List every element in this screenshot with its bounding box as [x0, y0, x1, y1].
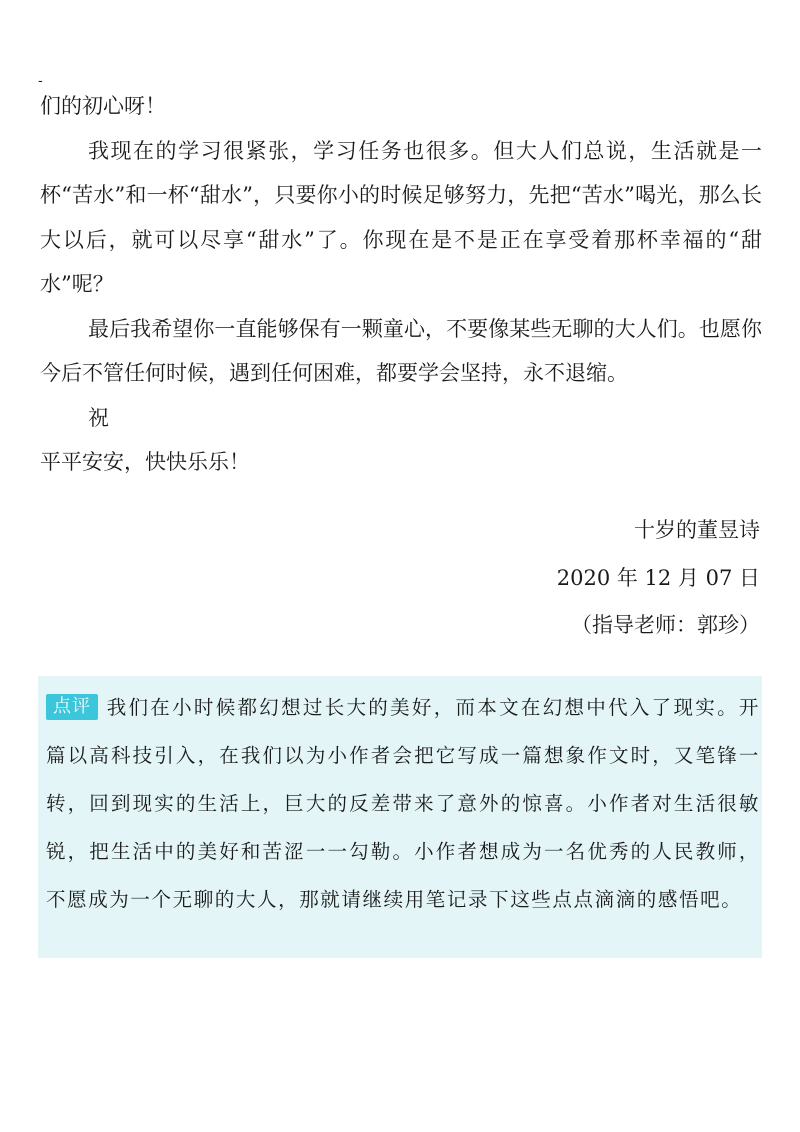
- letter-closing-blessing: 平平安安，快快乐乐！: [40, 450, 250, 474]
- comment-box: [38, 676, 762, 958]
- comment-paragraph: [46, 684, 760, 924]
- signature-date: 2020 年 12 月 07 日: [556, 566, 760, 590]
- signature-name: 十岁的董昱诗: [634, 518, 760, 542]
- letter-paragraph: 最后我希望你一直能够保有一颗童心，不要像某些无聊的大人们。也愿你今后不管任何时候，遇到任何困难，都要学会坚持，永不退缩。: [40, 316, 762, 385]
- letter-paragraph: 们的初心呀！: [40, 94, 166, 118]
- comment-text: 我们在小时候都幻想过长大的美好，而本文在幻想中代入了现实。开篇以高科技引入，在我们以为小作者会把它写成一篇想象作文时，又笔锋一转，回到现实的生活上，巨大的反差带来了意外的惊喜。小作者对生活很敏锐，把生活中的美好和苦涩一一勾勒。小作者想成为一名优秀的人民教师，不愿成为一个无聊的大人，那就请继续用笔记录下这些点点滴滴的感悟吧。: [46, 696, 760, 911]
- letter-body: [40, 84, 762, 485]
- letter-paragraph: 我现在的学习很紧张，学习任务也很多。但大人们总说，生活就是一杯“苦水”和一杯“甜水”，只要你小的时候足够努力，先把“苦水”喝光，那么长大以后，就可以尽享“甜水”了。你现在是不是正在享受着那杯幸福的“甜水”呢？: [40, 138, 762, 296]
- comment-badge: 点评: [46, 694, 98, 720]
- letter-closing-wish: 祝: [88, 405, 109, 430]
- signature-teacher: （指导老师：郭珍）: [571, 613, 760, 637]
- top-mark: -: [38, 73, 43, 89]
